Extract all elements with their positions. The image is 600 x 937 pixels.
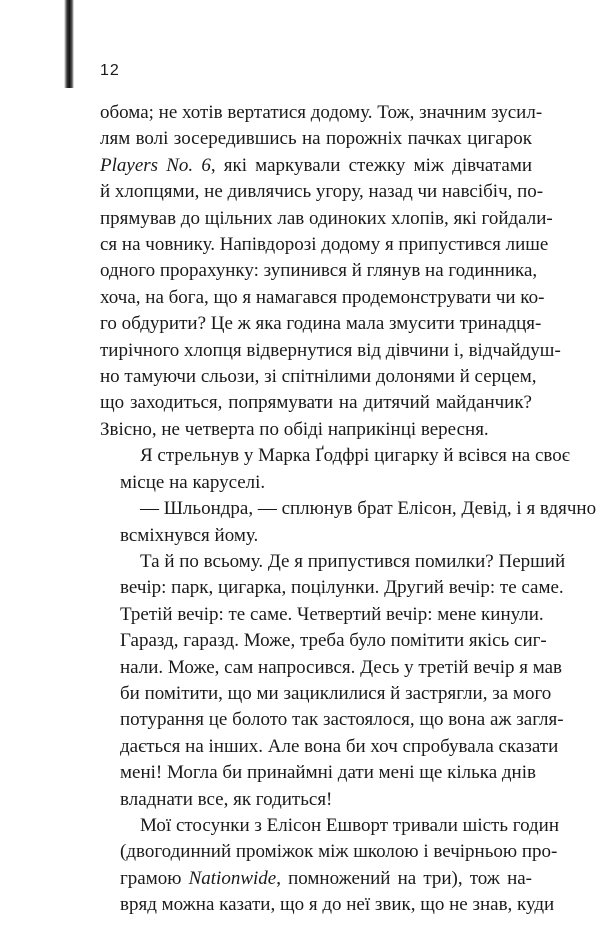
text-line: вряд можна казати, що я до неї звик, що не знав, куди xyxy=(120,894,555,916)
paragraph xyxy=(100,443,570,496)
paragraph xyxy=(100,100,561,443)
body-text xyxy=(100,100,597,919)
text-line: Та й по всьому. Де я припустився помилки? Перший xyxy=(140,550,566,572)
text-line: Звісно, не четверта по обіді наприкінці вересня. xyxy=(100,418,489,440)
italic-title: Nationwide xyxy=(188,867,277,889)
text-line: мені! Могла би принаймні дати мені ще кілька днів xyxy=(120,762,536,784)
paragraph xyxy=(100,549,566,813)
text-line: Третій вечір: те саме. Четвертий вечір: мене кинули. xyxy=(120,603,544,625)
text-line: одного прорахунку: зупинився й глянув на годинника, xyxy=(100,260,538,282)
text-line: й хлопцями, не дивлячись угору, назад чи навсібіч, по- xyxy=(100,181,544,203)
paragraph xyxy=(100,813,560,919)
text-line: владнати все, як годиться! xyxy=(120,788,333,810)
text-line: грамою Nationwide, помножений на три), тож на- xyxy=(120,867,533,889)
text-line: лям волі зосередившись на порожніх пачках цигарок xyxy=(100,128,532,150)
text-line: Гаразд, гаразд. Може, треба було помітити якісь сиг- xyxy=(120,630,547,652)
text-line: Я стрельнув у Марка Ґодфрі цигарку й всівся на своє xyxy=(140,445,570,467)
text-line: потурання це болото так застоялося, що вона аж загля- xyxy=(120,709,564,731)
text-line: — Шльондра, — сплюнув брат Елісон, Девід, і я вдячно xyxy=(140,498,597,520)
text-line: обома; не хотів вертатися додому. Тож, значним зусил- xyxy=(100,102,543,123)
paragraph xyxy=(100,496,597,549)
text-line: що заходиться, попрямувати на дитячий майданчик? xyxy=(100,392,532,414)
text-line: всміхнувся йому. xyxy=(120,524,259,546)
text-line: Players No. 6, які маркували стежку між дівчатами xyxy=(100,154,533,176)
text-line: місце на каруселі. xyxy=(120,471,266,493)
text-line: хоча, на бога, що я намагався продемонструвати чи ко- xyxy=(100,286,545,308)
text-line: ся на човнику. Напівдорозі додому я припустився лише xyxy=(100,234,549,256)
text-line: вечір: парк, цигарка, поцілунки. Другий вечір: те саме. xyxy=(120,577,564,599)
text-line: дається на інших. Але вона би хоч спробувала сказати xyxy=(120,735,559,757)
text-line: нали. Може, сам напросився. Десь у третій вечір я мав xyxy=(120,656,563,678)
italic-title: Players No. 6 xyxy=(100,154,211,176)
text-line: Мої стосунки з Елісон Ешворт тривали шість годин xyxy=(140,814,560,836)
text-line: прямував до щільних лав одиноких хлопів, які гойдали- xyxy=(100,207,553,229)
text-line: го обдурити? Це ж яка година мала змусити тринадця- xyxy=(100,313,542,335)
page-number: 12 xyxy=(100,62,120,79)
text-line: (двогодинний проміжок між школою і вечірньою про- xyxy=(120,841,558,863)
book-spine-shadow xyxy=(64,0,74,88)
text-line: би помітити, що ми зациклилися й застрягли, за мого xyxy=(120,682,552,704)
text-line: но тамуючи сльози, зі спітнілими долонями й серцем, xyxy=(100,366,537,388)
text-line: тирічного хлопця відвернутися від дівчини і, відчайдуш- xyxy=(100,339,561,361)
